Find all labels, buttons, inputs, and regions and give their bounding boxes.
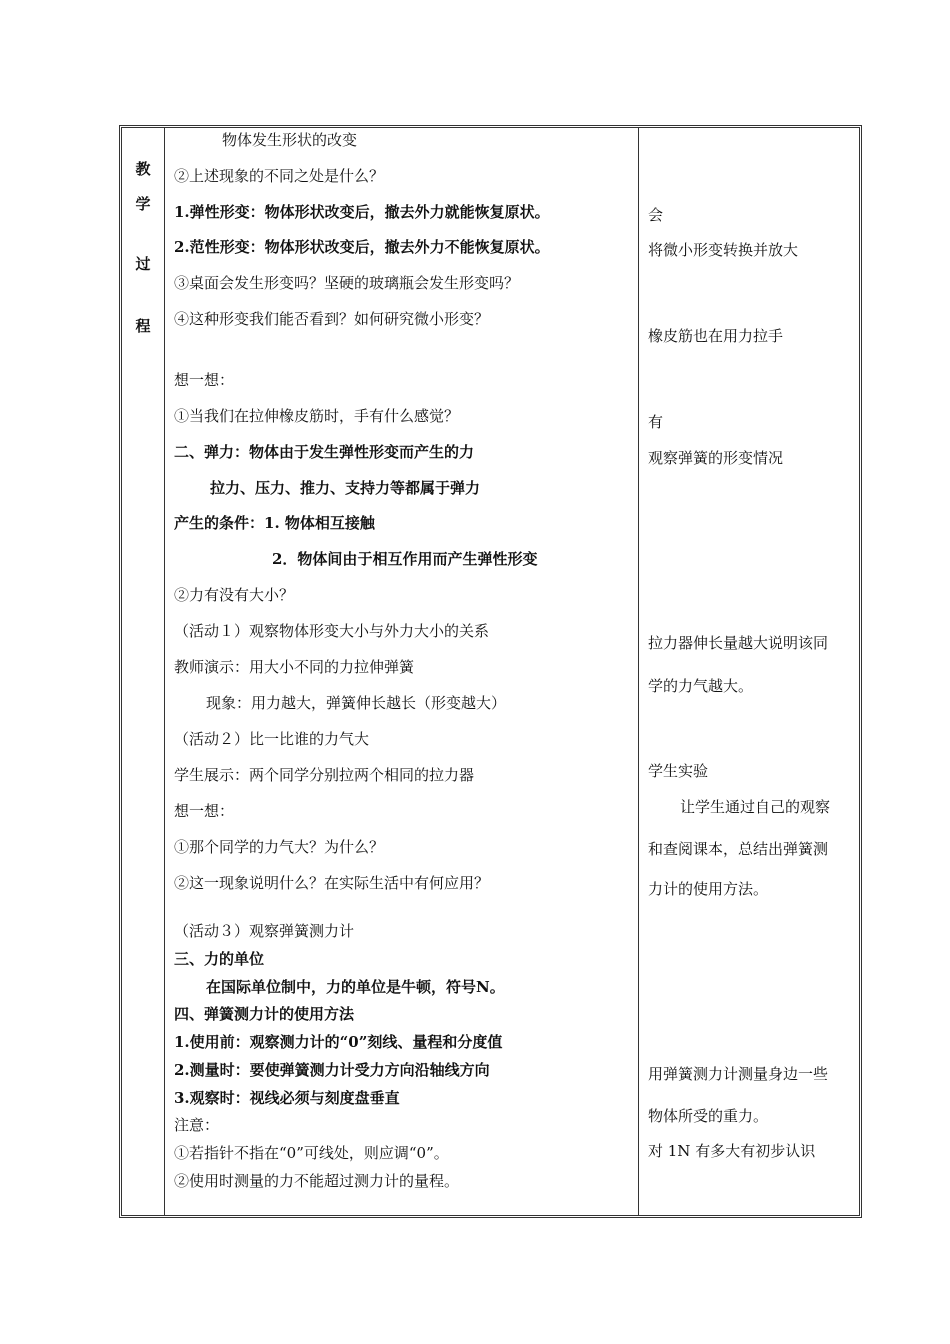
main-text-line: 现象：用力越大，弹簧伸长越长（形变越大） <box>206 694 507 712</box>
column-divider-2 <box>638 128 639 1215</box>
note-text-line: 拉力器伸长量越大说明该同 <box>648 634 829 652</box>
main-text-line: 想一想： <box>174 371 235 389</box>
label-char: 学 <box>135 195 151 213</box>
main-text-line: 2.范性形变：物体形状改变后，撤去外力不能恢复原状。 <box>174 238 550 256</box>
note-text-line: 用弹簧测力计测量身边一些 <box>648 1065 829 1083</box>
main-text-line: ②使用时测量的力不能超过测力计的量程。 <box>174 1172 460 1190</box>
note-text-line: 会 <box>648 206 664 224</box>
main-text-line: 教师演示：用大小不同的力拉伸弹簧 <box>174 658 415 676</box>
main-text-line: 2.测量时：要使弹簧测力计受力方向沿轴线方向 <box>174 1061 490 1079</box>
main-text-line: 想一想： <box>174 802 235 820</box>
main-text-line: 2．物体间由于相互作用而产生弹性形变 <box>272 550 538 568</box>
main-text-line: 拉力、压力、推力、支持力等都属于弹力 <box>210 479 481 497</box>
label-char: 程 <box>135 317 151 335</box>
note-text-line: 有 <box>648 413 664 431</box>
main-text-line: ③桌面会发生形变吗？坚硬的玻璃瓶会发生形变吗？ <box>174 274 520 292</box>
main-text-line: 1.弹性形变：物体形状改变后，撤去外力就能恢复原状。 <box>174 203 550 221</box>
note-text-line: 让学生通过自己的观察 <box>680 798 831 816</box>
note-text-line: 和查阅课本，总结出弹簧测 <box>648 840 829 858</box>
main-text-line: 1.使用前：观察测力计的“0”刻线、量程和分度值 <box>174 1033 503 1051</box>
main-text-line: 在国际单位制中，力的单位是牛顿，符号N。 <box>206 978 505 996</box>
main-text-line: 四、弹簧测力计的使用方法 <box>174 1005 355 1023</box>
main-text-line: ②这一现象说明什么？在实际生活中有何应用？ <box>174 874 490 892</box>
main-text-line: 二、弹力：物体由于发生弹性形变而产生的力 <box>174 443 475 461</box>
note-text-line: 将微小形变转换并放大 <box>648 241 799 259</box>
main-text-line: （活动３）观察弹簧测力计 <box>174 922 355 940</box>
main-text-line: （活动１）观察物体形变大小与外力大小的关系 <box>174 622 490 640</box>
main-text-line: 产生的条件：1. 物体相互接触 <box>174 514 375 532</box>
note-text-line: 学的力气越大。 <box>648 677 754 695</box>
main-text-line: ①当我们在拉伸橡皮筋时，手有什么感觉？ <box>174 407 460 425</box>
main-text-line: 注意： <box>174 1116 220 1134</box>
main-text-line: 物体发生形状的改变 <box>222 131 358 149</box>
note-text-line: 橡皮筋也在用力拉手 <box>648 327 784 345</box>
main-text-line: ①若指针不指在“0”可线处，则应调“0”。 <box>174 1144 449 1162</box>
main-text-line: ②力有没有大小？ <box>174 586 295 604</box>
main-text-line: 学生展示：两个同学分别拉两个相同的拉力器 <box>174 766 475 784</box>
label-char: 教 <box>135 160 151 178</box>
label-char: 过 <box>135 255 151 273</box>
main-text-line: ②上述现象的不同之处是什么？ <box>174 167 385 185</box>
note-text-line: 观察弹簧的形变情况 <box>648 449 784 467</box>
main-text-line: 3.观察时：视线必须与刻度盘垂直 <box>174 1089 400 1107</box>
column-divider-1 <box>164 128 165 1215</box>
main-text-line: 三、力的单位 <box>174 950 265 968</box>
note-text-line: 对 1N 有多大有初步认识 <box>648 1142 816 1160</box>
main-text-line: ④这种形变我们能否看到？如何研究微小形变？ <box>174 310 490 328</box>
note-text-line: 学生实验 <box>648 762 709 780</box>
main-text-line: ①那个同学的力气大？为什么？ <box>174 838 385 856</box>
note-text-line: 物体所受的重力。 <box>648 1107 769 1125</box>
main-text-line: （活动２）比一比谁的力气大 <box>174 730 370 748</box>
note-text-line: 力计的使用方法。 <box>648 880 769 898</box>
